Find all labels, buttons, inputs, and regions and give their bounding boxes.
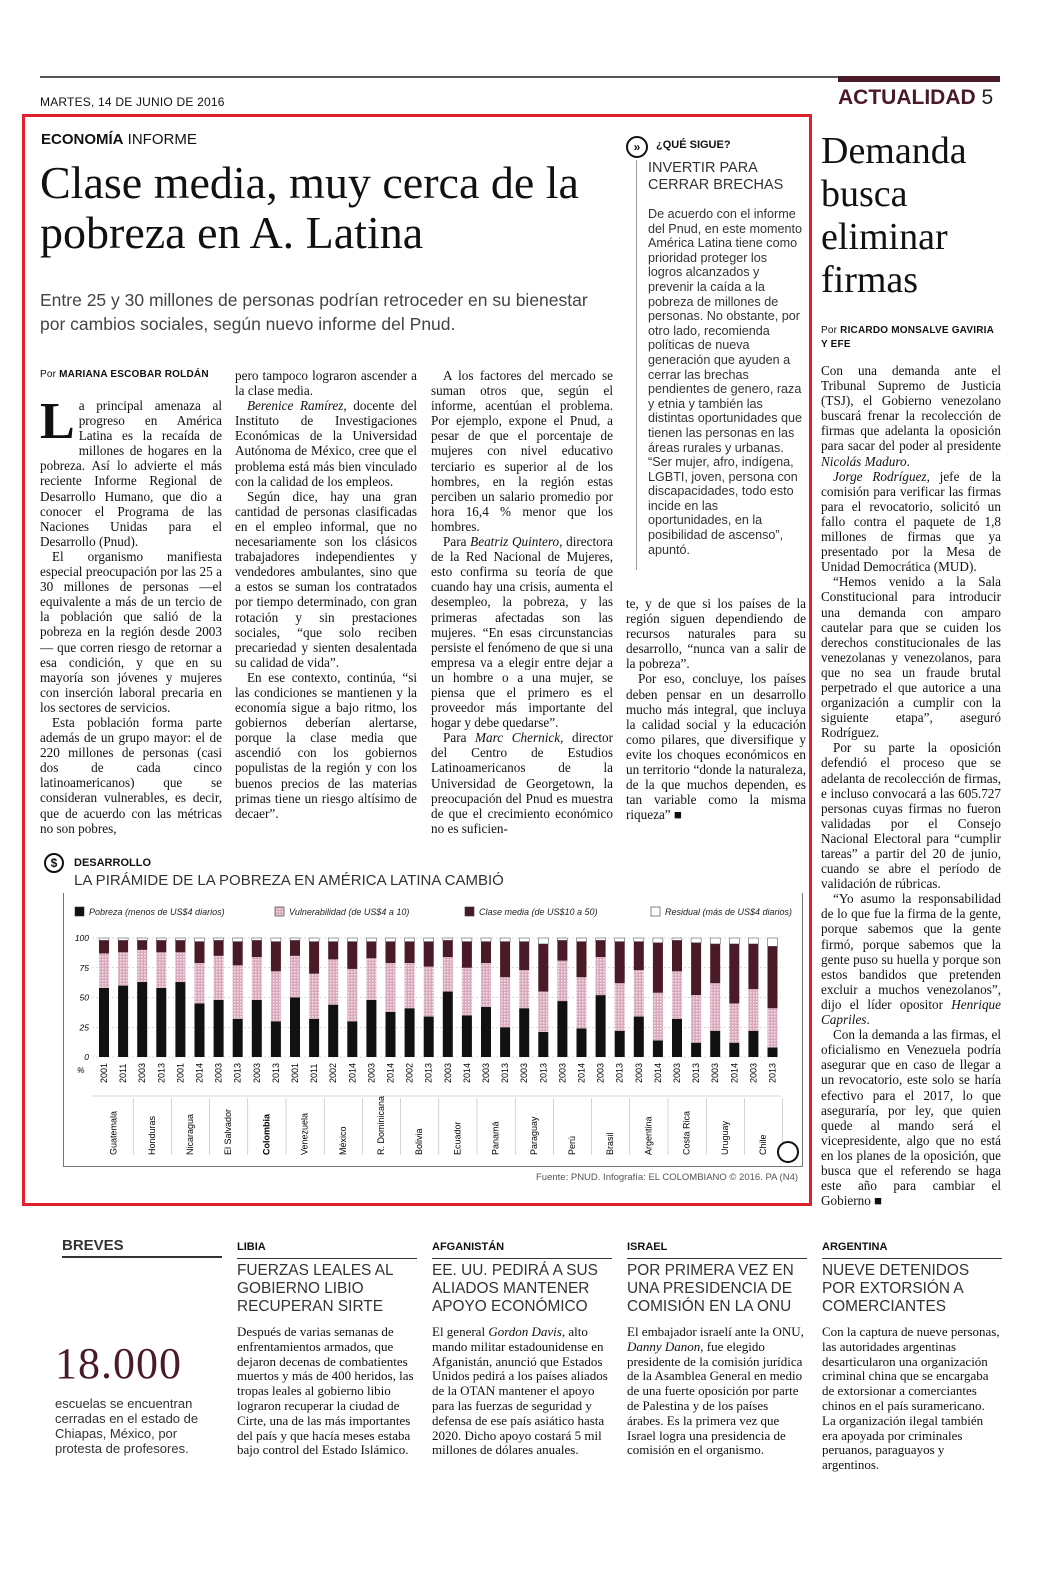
x-tick-year: 2014	[461, 1062, 472, 1083]
bar-segment	[328, 1005, 338, 1057]
bar-segment	[118, 986, 128, 1057]
bar-segment	[195, 1003, 205, 1057]
article-column-1	[40, 393, 222, 836]
bar-segment	[519, 1008, 529, 1057]
bar-segment	[290, 998, 300, 1058]
bar-segment	[443, 938, 453, 940]
bar-segment	[424, 967, 434, 1017]
drop-cap: L	[40, 393, 75, 450]
bar-segment	[175, 982, 185, 1057]
bar-segment	[252, 957, 262, 1000]
x-tick-year: 2013	[614, 1062, 625, 1083]
section-label	[838, 86, 993, 110]
bar-segment	[290, 938, 300, 940]
brief-tag-libia: LIBIA	[237, 1241, 266, 1253]
article-column-4	[626, 596, 806, 822]
bar-segment	[557, 940, 567, 960]
breves-number-desc: escuelas se encuentran cerradas en el estado de Chiapas, México, por protesta de profesores.	[55, 1396, 199, 1456]
bar-segment	[596, 995, 606, 1057]
brief-tag-argentina: ARGENTINA	[822, 1241, 888, 1253]
paragraph: Esta población forma parte además de un grupo mayor: el de 220 millones de personas (casi dos de cada cinco latinoamericanos) que se consideran vulnerables, es decir, que de acuerdo con las métricas no son pobres,	[40, 714, 222, 836]
bar-segment	[634, 1017, 644, 1057]
bar-segment	[748, 1031, 758, 1057]
bar-segment	[538, 1032, 548, 1057]
x-tick-year: 2011	[309, 1063, 320, 1083]
x-tick-year: 2014	[576, 1062, 587, 1083]
country-label: México	[337, 1126, 348, 1155]
bar-segment	[710, 1031, 720, 1057]
bar-segment	[519, 970, 529, 1008]
x-tick-year: 2003	[366, 1062, 377, 1083]
bar-segment	[538, 944, 548, 992]
x-tick-year: 2014	[385, 1062, 396, 1083]
bar-segment	[462, 1015, 472, 1057]
byline-author: RICARDO MONSALVE GAVIRIA Y EFE	[821, 325, 994, 350]
que-sigue-title: INVERTIR PARA CERRAR BRECHAS	[648, 160, 784, 193]
bar-segment	[519, 942, 529, 971]
breves-rule	[62, 1256, 222, 1258]
poverty-pyramid-chart	[63, 893, 803, 1167]
paragraph: Por eso, concluye, los países deben pensar en un desarrollo mucho más integral, que incluya la calidad social y la educación como pilares, que diversifique y evite los choques económicos en un territorio “donde la naturaleza, de la que muchos dependen, es tan variable como la misma riqueza” ■	[626, 671, 806, 823]
chart-label: DESARROLLO	[74, 857, 151, 869]
section-name: ACTUALIDAD	[838, 86, 976, 109]
dollar-icon: $	[44, 853, 64, 873]
bar-segment	[596, 938, 606, 940]
brief-tag-israel: ISRAEL	[627, 1241, 668, 1253]
que-sigue-rule	[636, 160, 637, 570]
bar-segment	[309, 942, 319, 974]
bar-segment	[481, 1007, 491, 1057]
bar-segment	[615, 938, 625, 942]
bar-segment	[233, 938, 243, 942]
legend-label: Vulnerabilidad (de US$4 a 10)	[289, 907, 410, 917]
bar-segment	[271, 971, 281, 1021]
bar-segment	[405, 942, 415, 963]
quoted-person: Beatriz Quintero	[470, 534, 560, 550]
bar-segment	[271, 938, 281, 942]
country-label: R. Dominicana	[375, 1095, 386, 1155]
end-mark: ■	[673, 807, 682, 823]
y-axis-unit: %	[77, 1065, 85, 1075]
article-kicker	[41, 131, 197, 148]
x-tick-year: 2003	[748, 1062, 759, 1083]
bar-segment	[252, 1000, 262, 1057]
paragraph: A los factores del mercado se suman otros que, según el informe, acentúan el problema. Por ejemplo, expone el Pnud, a pesar de que el porcentaje de mujeres con nivel educativo terciario es superior al de los hombres, en la región estas perciben un salario promedio por hora 16,4 % menor que los hombres.	[431, 368, 613, 534]
bar-segment	[328, 942, 338, 960]
x-tick-year: 2013	[538, 1062, 549, 1083]
legend-label: Clase media (de US$10 a 50)	[479, 907, 598, 917]
country-label: Bolivia	[414, 1128, 425, 1155]
x-tick-year: 2013	[423, 1062, 434, 1083]
bar-segment	[328, 938, 338, 942]
x-tick-year: 2011	[118, 1063, 129, 1083]
page-number: 5	[981, 86, 994, 109]
bar-segment	[271, 1021, 281, 1057]
bar-segment	[634, 970, 644, 1016]
bar-segment	[99, 938, 109, 940]
que-sigue-body: De acuerdo con el informe del Pnud, en este momento América Latina tiene como prioridad proteger los logros alcanzados y prevenir la caída a la pobreza de millones de personas. No obstante, por otro lado, recomienda políticas de nueva generación que ayuden a cerrar las brechas pendientes de genero, raza y etnia y también las distintas oportunidades que tienen las personas en las áreas rurales y urbanas. “Ser mujer, afro, indígena, LGBTI, joven, persona con discapacidades, todo esto incide en las oportunidades, en la posibilidad de ascenso”, apuntó.	[648, 207, 803, 557]
x-tick-year: 2003	[442, 1062, 453, 1083]
kicker-type: INFORME	[127, 131, 197, 148]
x-tick-year: 2003	[633, 1062, 644, 1083]
brief-rule	[432, 1258, 612, 1259]
x-tick-year: 2003	[137, 1062, 148, 1083]
bar-segment	[557, 938, 567, 940]
x-tick-year: 2003	[519, 1062, 530, 1083]
bar-segment	[768, 946, 778, 1008]
country-label: Guatemala	[108, 1110, 119, 1155]
paragraph: El organismo manifiesta especial preocupación por las 25 a 30 millones de personas —el equivalente a más de un tercio de la población que salió de la pobreza en la región desde 2003— que corren riesgo de retornar a esa condición, y que en su mayoría son jóvenes y mujeres con inserción laboral precaria en los sectores de servicios.	[40, 548, 222, 715]
y-tick-label: 0	[84, 1052, 89, 1062]
paragraph: Con una demanda ante el Tribunal Supremo de Justicia (TSJ), el Gobierno venezolano buscará frenar la recolección de firmas que adelanta la oposición para sacar del poder al presidente Nicolás Maduro.	[821, 363, 1001, 469]
bar-segment	[405, 1008, 415, 1057]
bar-segment	[748, 938, 758, 944]
bar-segment	[672, 1019, 682, 1057]
x-tick-year: 2013	[500, 1062, 511, 1083]
x-tick-year: 2014	[194, 1062, 205, 1083]
bar-segment	[214, 956, 224, 1000]
bar-segment	[99, 988, 109, 1057]
bar-segment	[137, 940, 147, 950]
quoted-person: Marc Chernick	[475, 730, 561, 746]
bar-segment	[500, 938, 510, 942]
breves-label: BREVES	[62, 1237, 124, 1254]
x-tick-year: 2013	[767, 1062, 778, 1083]
bar-segment	[538, 938, 548, 944]
quoted-person: Gordon Davis	[488, 1324, 562, 1339]
bar-segment	[557, 961, 567, 1001]
x-tick-year: 2003	[251, 1062, 262, 1083]
sidebar-headline: Demanda busca eliminar firmas	[821, 130, 967, 301]
bar-segment	[347, 938, 357, 942]
bar-segment	[768, 1008, 778, 1047]
bar-segment	[691, 943, 701, 995]
bar-segment	[309, 938, 319, 942]
bar-segment	[156, 988, 166, 1057]
paragraph: Para Beatriz Quintero, directora de la Red Nacional de Mujeres, esto confirma su teoría de que cuando hay una crisis, aumenta el desempleo, la pobreza, y las primeras afectadas son las mujeres. “En esas circunstancias persiste el fenómeno de que si una empresa va a elegir entre dejar a un hombre o a una mujer, se piensa que el primero es el proveedor más importante del hogar y debe quedarse”.	[431, 534, 613, 731]
x-tick-year: 2013	[156, 1062, 167, 1083]
bar-segment	[615, 942, 625, 984]
paragraph: La principal amenaza al progreso en América Latina es la recaída de millones de hogares en la pobreza. Así lo advierte el más reciente Informe Regional de Desarrollo Humano, que dio a conocer el Programa de las Naciones Unidas para el Desarrollo (Pnud).	[40, 393, 222, 549]
country-label: Colombia	[261, 1113, 272, 1155]
bar-segment	[156, 938, 166, 940]
quoted-person: Danny Danon	[627, 1338, 701, 1354]
quoted-person: Henrique Capriles	[821, 996, 1001, 1028]
x-tick-year: 2002	[404, 1062, 415, 1083]
x-tick-year: 2003	[557, 1062, 568, 1083]
x-tick-year: 2014	[729, 1062, 740, 1083]
kicker-section: ECONOMÍA	[41, 131, 124, 148]
bar-segment	[634, 938, 644, 942]
quoted-person: Jorge Rodríguez	[833, 468, 927, 484]
bar-segment	[233, 965, 243, 1019]
bar-segment	[347, 942, 357, 969]
bar-segment	[577, 1028, 587, 1057]
bar-segment	[252, 938, 262, 940]
bar-segment	[156, 952, 166, 988]
paragraph: pero tampoco lograron ascender a la clase media.	[235, 368, 417, 399]
bar-segment	[615, 1031, 625, 1057]
brief-body-afganistan: El general Gordon Davis, alto mando militar estadounidense en Afganistán, anunció que Estados Unidos pedirá a los países aliados de la OTAN mantener el apoyo para las fuerzas de seguridad y defensa de ese país asiático hasta 2020. Dicho apoyo costará 5 mil millones de dólares anuales.	[432, 1324, 608, 1458]
legend-label: Pobreza (menos de US$4 diarios)	[89, 907, 225, 917]
x-tick-year: 2003	[595, 1062, 606, 1083]
paragraph: “Yo asumo la responsabilidad de lo que fue la firma de la gente, porque sabemos que la gente firmó, porque sabemos que la gente puso su huella y porque son estos bandidos que pretenden excluir a muchos venezolanos”, dijo el líder opositor Henrique Capriles.	[821, 891, 1001, 1028]
bar-segment	[481, 942, 491, 963]
bar-segment	[405, 963, 415, 1008]
bar-segment	[577, 977, 587, 1028]
x-tick-year: 2001	[290, 1062, 300, 1083]
bar-segment	[328, 959, 338, 1004]
x-tick-year: 2002	[328, 1062, 339, 1083]
bar-segment	[557, 1001, 567, 1057]
x-tick-year: 2003	[672, 1062, 682, 1083]
byline-prefix: Por	[40, 369, 57, 380]
bar-segment	[309, 974, 319, 1019]
bar-segment	[137, 950, 147, 982]
brief-title-libia: FUERZAS LEALES AL GOBIERNO LIBIO RECUPERAN SIRTE	[237, 1262, 393, 1315]
byline-prefix: Por	[821, 325, 838, 336]
bar-segment	[443, 992, 453, 1057]
brief-title-argentina: NUEVE DETENIDOS POR EXTORSIÓN A COMERCIANTES	[822, 1262, 970, 1315]
bar-segment	[118, 940, 128, 952]
issue-date: MARTES, 14 DE JUNIO DE 2016	[40, 95, 225, 109]
bar-segment	[729, 1003, 739, 1042]
bar-segment	[691, 995, 701, 1043]
legend-label: Residual (más de US$4 diarios)	[665, 907, 793, 917]
paragraph: Para Marc Chernick, director del Centro de Estudios Latinoamericanos de la Universidad de Georgetown, la preocupación del Pnud es muestra de que el crecimiento económico no es suficien-	[431, 730, 613, 836]
x-tick-year: 2013	[270, 1062, 281, 1083]
brief-body-israel: El embajador israelí ante la ONU, Danny Danon, fue elegido presidente de la comisión jurídica de la Asamblea General en medio de una fuerte oposición por parte de Palestina y de los países árabes. Es la primera vez que Israel logra una presidencia de comisión en el organismo.	[627, 1324, 804, 1458]
bar-segment	[672, 940, 682, 971]
bar-segment	[405, 938, 415, 942]
bar-segment	[653, 1040, 663, 1057]
bar-segment	[233, 1019, 243, 1057]
bar-segment	[175, 952, 185, 982]
bar-segment	[386, 1012, 396, 1057]
bar-segment	[748, 944, 758, 989]
bar-segment	[691, 1043, 701, 1057]
country-label: Chile	[757, 1134, 768, 1155]
x-tick-year: 2003	[710, 1062, 721, 1083]
bar-segment	[347, 1021, 357, 1057]
brief-tag-afganistan: AFGANISTÁN	[432, 1241, 505, 1253]
bar-segment	[386, 963, 396, 1012]
bar-segment	[271, 942, 281, 972]
brief-rule	[237, 1258, 417, 1259]
bar-segment	[577, 938, 587, 942]
bar-segment	[424, 938, 434, 942]
bar-segment	[137, 982, 147, 1057]
bar-segment	[118, 952, 128, 985]
article-column-2	[235, 368, 417, 821]
x-tick-year: 2003	[481, 1062, 491, 1083]
bar-segment	[195, 938, 205, 942]
bar-segment	[672, 971, 682, 1019]
bar-segment	[500, 1027, 510, 1057]
bar-segment	[462, 942, 472, 968]
country-label: Honduras	[146, 1115, 157, 1155]
brief-rule	[822, 1258, 1002, 1259]
bar-segment	[615, 983, 625, 1031]
article-headline: Clase media, muy cerca de la pobreza en A. Latina	[40, 157, 579, 258]
end-mark: ■	[874, 1193, 883, 1209]
bar-segment	[710, 983, 720, 1031]
chart-title: LA PIRÁMIDE DE LA POBREZA EN AMÉRICA LATINA CAMBIÓ	[74, 872, 504, 889]
paragraph: Con la demanda a las firmas, el oficialismo en Venezuela podría asegurar que en caso de llegar a un revocatorio, este solo se haría efectivo para el 2017, lo que aseguraría, por ley, que quien quede al mando será el vicepresidente, algo que no está en los planes de la oposición, que busca que el referendo se haga este año para cambiar el Gobierno ■	[821, 1027, 1001, 1209]
byline-author: MARIANA ESCOBAR ROLDÁN	[59, 369, 209, 380]
bar-segment	[214, 940, 224, 955]
paragraph: te, y de que si los países de la región siguen dependiendo de recursos naturales para su desarrollo, “nunca van a salir de la pobreza”.	[626, 596, 806, 672]
legend-swatch	[75, 907, 84, 916]
brief-title-israel: POR PRIMERA VEZ EN UNA PRESIDENCIA DE COMISIÓN EN LA ONU	[627, 1262, 794, 1315]
x-tick-year: 2001	[175, 1062, 186, 1083]
country-label: Costa Rica	[681, 1110, 692, 1155]
bar-segment	[653, 943, 663, 993]
bar-segment	[347, 969, 357, 1021]
bar-segment	[309, 1019, 319, 1057]
bar-segment	[195, 963, 205, 1003]
bar-segment	[214, 938, 224, 940]
bar-segment	[481, 963, 491, 1007]
paragraph: En ese contexto, continúa, “si las condiciones se mantienen y la economía sigue a bajo ritmo, los gobiernos deberían alertarse, porque la clase media que ascendió con los gobiernos populistas de la región y con los buenos precios de las materias primas tiene un riesgo altísimo de decaer”.	[235, 669, 417, 821]
chart-source: Fuente: PNUD. Infografía: EL COLOMBIANO © 2016. PA (N4)	[536, 1172, 799, 1183]
bar-segment	[233, 942, 243, 966]
bar-segment	[175, 940, 185, 952]
bar-segment	[500, 977, 510, 1027]
bar-segment	[634, 942, 644, 971]
y-tick-label: 25	[79, 1022, 89, 1033]
bar-segment	[214, 1000, 224, 1057]
bar-segment	[672, 938, 682, 940]
paragraph: Jorge Rodríguez, jefe de la comisión para verificar las firmas para el revocatorio, solicitó un fallo contra el paquete de 1,8 millones de firmas que ya presentado por la Mesa de Unidad Democrática (MUD).	[821, 468, 1001, 575]
brief-rule	[627, 1258, 807, 1259]
bar-segment	[691, 938, 701, 943]
bar-segment	[99, 953, 109, 988]
quoted-person: Berenice Ramírez	[247, 398, 344, 414]
x-tick-year: 2003	[213, 1062, 224, 1083]
bar-segment	[710, 944, 720, 983]
paragraph: Por su parte la oposición defendió el proceso que se adelanta de recolección de firmas, e incluso convocará a las 605.727 personas cuyas firmas no fueron validadas por el Consejo Nacional Electoral para “cumplir tareas” a partir del 20 de junio, cuando se abre el período de validación de rúbricas.	[821, 740, 1001, 892]
bar-segment	[710, 938, 720, 944]
bar-segment	[443, 957, 453, 992]
y-tick-label: 50	[79, 992, 89, 1003]
x-tick-year: 2013	[691, 1062, 702, 1083]
bar-segment	[118, 938, 128, 940]
bar-segment	[519, 938, 529, 942]
bar-segment	[768, 1047, 778, 1057]
country-label: El Salvador	[223, 1108, 234, 1155]
y-tick-label: 75	[79, 962, 89, 973]
bar-segment	[748, 989, 758, 1031]
bar-segment	[366, 1000, 376, 1057]
paragraph: “Hemos venido a la Sala Constitucional para introducir una demanda con amparo cautelar para que se cuiden los derechos constitucionales de las venezolanas y venezolanos, para que no sea un fraude brutal perpetrado el que autorice a una organización a cumplir con la siguiente etapa”, aseguró Rodríguez.	[821, 574, 1001, 741]
bar-segment	[386, 938, 396, 942]
section-bar	[838, 76, 1000, 82]
publisher-logo	[778, 1142, 798, 1162]
bar-segment	[137, 938, 147, 940]
breves-number: 18.000	[55, 1339, 182, 1388]
country-label: Ecuador	[452, 1121, 463, 1155]
bar-segment	[577, 942, 587, 978]
country-label: Paraguay	[528, 1116, 539, 1155]
bar-segment	[424, 1017, 434, 1057]
bar-segment	[481, 938, 491, 942]
bar-segment	[462, 968, 472, 1016]
legend-swatch	[651, 907, 660, 916]
brief-body-argentina: Con la captura de nueve personas, las autoridades argentinas desarticularon una organización criminal china que se encargaba de extorsionar a comerciantes chinos en el país suramericano. La organización ilegal también era apoyada por criminales peruanos, paraguayos y argentinos.	[822, 1324, 1000, 1473]
country-label: Brasil	[605, 1132, 616, 1155]
bar-segment	[290, 940, 300, 955]
bar-segment	[596, 957, 606, 995]
bar-segment	[653, 938, 663, 943]
article-byline	[40, 369, 209, 380]
x-tick-year: 2013	[232, 1062, 243, 1083]
bar-segment	[462, 938, 472, 942]
bar-segment	[175, 938, 185, 940]
bar-segment	[195, 942, 205, 963]
bar-segment	[366, 942, 376, 959]
bar-segment	[443, 940, 453, 957]
bar-segment	[366, 938, 376, 942]
legend-swatch	[275, 907, 284, 916]
bar-segment	[290, 956, 300, 998]
bar-segment	[729, 1043, 739, 1057]
country-label: Panamá	[490, 1121, 501, 1155]
bar-segment	[500, 942, 510, 978]
paragraph: Berenice Ramírez, docente del Instituto de Investigaciones Económicas de la Universidad Autónoma de México, cree que el problema está más bien vinculado con la calidad de los empleos.	[235, 398, 417, 489]
country-label: Nicaragua	[184, 1113, 195, 1155]
bar-segment	[386, 942, 396, 963]
x-tick-year: 2001	[99, 1062, 109, 1083]
country-label: Venezuela	[299, 1112, 310, 1155]
bar-segment	[768, 938, 778, 946]
y-tick-label: 100	[74, 933, 89, 943]
que-sigue-label: ¿QUÉ SIGUE?	[656, 139, 731, 151]
quoted-person: Nicolás Maduro	[821, 453, 907, 469]
paragraph: Según dice, hay una gran cantidad de personas clasificadas en el empleo informal, que no necesariamente son los clásicos trabajadores independientes y vendedores ambulantes, sino que a estos se suman los contratados por tiempo determinado, con gran rotación y sin prestaciones sociales, “que solo reciben precariedad y sienten desalentada su calidad de vida”.	[235, 488, 417, 670]
country-label: Argentina	[643, 1116, 654, 1155]
bar-segment	[252, 940, 262, 957]
brief-body-libia: Después de varias semanas de enfrentamientos armados, que dejaron decenas de combatientes muertos y más de 400 heridos, las tropas leales al gobierno libio lograron recuperar la ciudad de Cirte, una de las más importantes del país y que hacía meses estaba bajo control del Estado Islámico.	[237, 1324, 414, 1458]
sidebar-byline	[821, 324, 1001, 352]
country-label: Perú	[566, 1135, 577, 1155]
legend-swatch	[465, 907, 474, 916]
sidebar-body	[821, 363, 1001, 1208]
article-subhead: Entre 25 y 30 millones de personas podrían retroceder en su bienestar por cambios sociales, según nuevo informe del Pnud.	[40, 290, 588, 334]
bar-segment	[366, 958, 376, 1000]
bar-segment	[538, 992, 548, 1032]
x-tick-year: 2014	[652, 1062, 663, 1083]
chevron-right-icon: »	[626, 136, 648, 158]
bar-segment	[596, 940, 606, 957]
bar-segment	[156, 940, 166, 952]
bar-segment	[729, 944, 739, 1004]
bar-segment	[729, 938, 739, 944]
bar-segment	[424, 942, 434, 967]
x-tick-year: 2014	[347, 1062, 358, 1083]
bar-segment	[653, 993, 663, 1041]
country-label: Uruguay	[719, 1120, 730, 1155]
bar-segment	[99, 940, 109, 953]
article-column-3	[431, 368, 613, 836]
brief-title-afganistan: EE. UU. PEDIRÁ A SUS ALIADOS MANTENER APOYO ECONÓMICO	[432, 1262, 598, 1315]
